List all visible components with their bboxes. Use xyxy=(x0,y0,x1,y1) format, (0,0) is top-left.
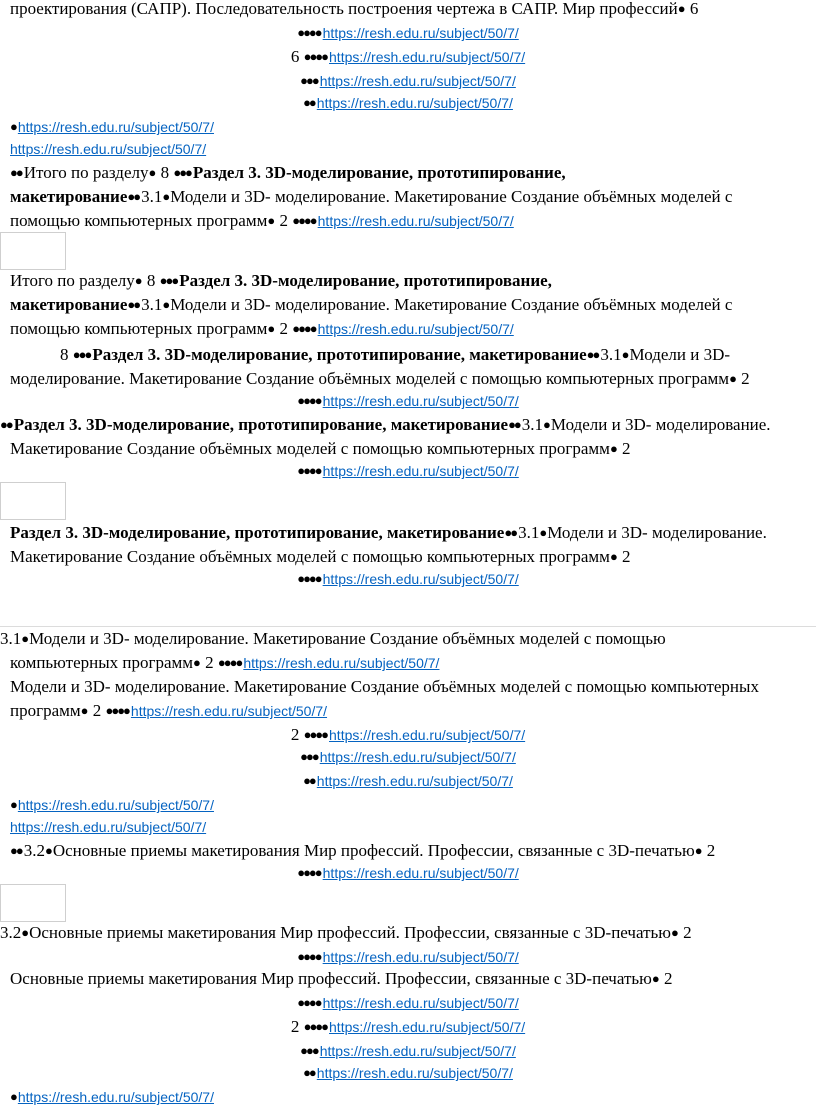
doc-text: Итого по разделу xyxy=(10,271,135,290)
resource-link[interactable]: https://resh.edu.ru/subject/50/7/ xyxy=(322,995,519,1011)
bullet-icon: ●●●● xyxy=(297,571,321,586)
bullet-icon: ●●● xyxy=(72,347,91,362)
bullet-icon: ●●●● xyxy=(217,655,242,670)
doc-line-9 xyxy=(10,186,732,208)
bullet-icon: ●● xyxy=(508,417,520,432)
resource-link[interactable]: https://resh.edu.ru/subject/50/7/ xyxy=(316,1065,513,1081)
doc-line-38 xyxy=(0,1016,816,1038)
bullet-icon: ● xyxy=(162,297,169,312)
empty-cell xyxy=(0,232,66,270)
doc-text: Макетирование Создание объёмных моделей с помощью компьютерных программ xyxy=(10,547,610,566)
doc-text: Модели и 3D- моделирование. xyxy=(547,523,767,542)
hours-value: 2 xyxy=(706,841,716,860)
bullet-icon: ●●● xyxy=(300,73,318,88)
doc-line-2 xyxy=(0,22,816,44)
hours-value: 2 xyxy=(663,969,673,988)
bullet-icon: ● xyxy=(10,1089,16,1104)
doc-text: Основные приемы макетирования Мир профессий. Профессии, связанные с 3D-печатью xyxy=(29,923,671,942)
divider xyxy=(0,626,816,627)
bullet-icon: ●● xyxy=(127,189,140,204)
doc-text: помощью компьютерных программ xyxy=(10,211,268,230)
hours-value: 2 xyxy=(279,211,288,230)
doc-line-21 xyxy=(10,546,631,568)
topic-number: 3.2 xyxy=(23,841,45,860)
bullet-icon: ● xyxy=(670,925,677,940)
bullet-icon: ●●●● xyxy=(297,949,321,964)
bullet-icon: ●●●● xyxy=(297,865,321,880)
topic-number: 3.1 xyxy=(600,345,622,364)
resource-link[interactable]: https://resh.edu.ru/subject/50/7/ xyxy=(329,49,526,65)
resource-link[interactable]: https://resh.edu.ru/subject/50/7/ xyxy=(316,95,513,111)
doc-line-4 xyxy=(0,70,816,92)
bullet-icon: ●● xyxy=(303,773,315,788)
bullet-icon: ● xyxy=(609,441,616,456)
bullet-icon: ● xyxy=(677,1,684,16)
empty-cell xyxy=(0,884,66,922)
doc-text: проектирования (САПР). Последовательность построения чертежа в САПР. Мир профессий xyxy=(10,0,678,18)
hours-value: 6 xyxy=(689,0,699,18)
hours-value: 2 xyxy=(290,725,300,744)
doc-line-34 xyxy=(0,922,692,944)
resource-link[interactable]: https://resh.edu.ru/subject/50/7/ xyxy=(322,463,519,479)
bullet-icon: ●●●● xyxy=(292,213,316,228)
bullet-icon: ●●● xyxy=(159,273,178,288)
doc-line-14 xyxy=(60,344,730,366)
doc-line-37 xyxy=(0,992,816,1014)
resource-link[interactable]: https://resh.edu.ru/subject/50/7/ xyxy=(329,727,526,743)
doc-line-17 xyxy=(0,414,771,436)
resource-link[interactable]: https://resh.edu.ru/subject/50/7/ xyxy=(10,819,207,835)
bullet-icon: ●●●● xyxy=(297,25,321,40)
bullet-icon: ● xyxy=(609,549,616,564)
doc-line-30 xyxy=(10,794,214,816)
doc-text: Основные приемы макетирования Мир профессий. Профессии, связанные с 3D-печатью xyxy=(52,841,695,860)
bullet-icon: ● xyxy=(134,273,141,288)
topic-number: 3.2 xyxy=(0,923,22,942)
bullet-icon: ●●●● xyxy=(292,321,316,336)
doc-line-40 xyxy=(0,1062,816,1084)
doc-text: Основные приемы макетирования Мир профессий. Профессии, связанные с 3D-печатью xyxy=(10,969,652,988)
doc-line-7 xyxy=(10,138,206,160)
bullet-icon: ● xyxy=(21,631,28,646)
section-title: Раздел 3. 3D-моделирование, прототипирование, xyxy=(179,271,552,290)
doc-line-35 xyxy=(0,946,816,968)
bullet-icon: ● xyxy=(162,189,169,204)
doc-line-3 xyxy=(0,46,816,68)
resource-link[interactable]: https://resh.edu.ru/subject/50/7/ xyxy=(322,393,519,409)
bullet-icon: ● xyxy=(193,655,199,670)
bullet-icon: ● xyxy=(651,971,658,986)
bullet-icon: ●●●● xyxy=(297,393,321,408)
resource-link[interactable]: https://resh.edu.ru/subject/50/7/ xyxy=(322,571,519,587)
doc-line-27 xyxy=(0,724,816,746)
section-title: Раздел 3. 3D-моделирование, прототипирование, xyxy=(192,163,566,182)
resource-link[interactable]: https://resh.edu.ru/subject/50/7/ xyxy=(10,141,207,157)
resource-link[interactable]: https://resh.edu.ru/subject/50/7/ xyxy=(130,703,328,719)
bullet-icon: ● xyxy=(10,797,16,812)
doc-line-5 xyxy=(0,92,816,114)
resource-link[interactable]: https://resh.edu.ru/subject/50/7/ xyxy=(319,73,516,89)
topic-number: 3.1 xyxy=(518,523,540,542)
bullet-icon: ● xyxy=(267,321,274,336)
doc-line-15 xyxy=(10,368,750,390)
doc-line-10 xyxy=(10,210,514,232)
bullet-icon: ● xyxy=(21,925,28,940)
resource-link[interactable]: https://resh.edu.ru/subject/50/7/ xyxy=(317,321,514,337)
doc-text: Макетирование Создание объёмных моделей с помощью компьютерных программ xyxy=(10,439,610,458)
bullet-icon: ● xyxy=(10,119,16,134)
bullet-icon: ● xyxy=(44,843,51,858)
doc-line-24 xyxy=(10,652,439,674)
doc-text: Модели и 3D- моделирование. Макетирование Создание объёмных моделей с xyxy=(170,187,733,206)
hours-value: 8 xyxy=(160,163,170,182)
doc-text: компьютерных программ xyxy=(10,653,194,672)
bullet-icon: ●● xyxy=(127,297,140,312)
doc-text: Модели и 3D- моделирование. Макетирование Создание объёмных моделей с помощью xyxy=(29,629,666,648)
doc-line-29 xyxy=(0,770,816,792)
doc-line-26 xyxy=(10,700,327,722)
resource-link[interactable]: https://resh.edu.ru/subject/50/7/ xyxy=(17,119,214,135)
doc-text: Итого по разделу xyxy=(23,163,149,182)
topic-number: 3.1 xyxy=(0,629,22,648)
bullet-icon: ●● xyxy=(586,347,599,362)
bullet-icon: ●●●● xyxy=(105,703,129,718)
bullet-icon: ●●●● xyxy=(297,463,321,478)
bullet-icon: ● xyxy=(729,371,735,386)
section-title: макетирование xyxy=(10,295,128,314)
doc-line-33 xyxy=(0,862,816,884)
doc-text: моделирование. Макетирование Создание объёмных моделей с помощью компьютерных программ xyxy=(10,369,730,388)
bullet-icon: ●● xyxy=(303,95,315,110)
hours-value: 2 xyxy=(205,653,214,672)
topic-number: 3.1 xyxy=(521,415,544,434)
resource-link[interactable]: https://resh.edu.ru/subject/50/7/ xyxy=(322,865,519,881)
bullet-icon: ●●●● xyxy=(303,727,328,742)
resource-link[interactable]: https://resh.edu.ru/subject/50/7/ xyxy=(316,773,513,789)
resource-link[interactable]: https://resh.edu.ru/subject/50/7/ xyxy=(319,1043,516,1059)
hours-value: 8 xyxy=(60,345,69,364)
hours-value: 2 xyxy=(92,701,102,720)
bullet-icon: ●●●● xyxy=(303,1019,328,1034)
topic-number: 3.1 xyxy=(141,295,163,314)
bullet-icon: ●●● xyxy=(300,1043,318,1058)
resource-link[interactable]: https://resh.edu.ru/subject/50/7/ xyxy=(17,1089,214,1105)
hours-value: 2 xyxy=(683,923,692,942)
bullet-icon: ●●● xyxy=(173,165,191,180)
doc-text: программ xyxy=(10,701,81,720)
bullet-icon: ●● xyxy=(504,525,517,540)
bullet-icon: ●●● xyxy=(300,749,318,764)
bullet-icon: ● xyxy=(543,417,549,432)
bullet-icon: ● xyxy=(621,347,628,362)
doc-line-31 xyxy=(10,816,206,838)
resource-link[interactable]: https://resh.edu.ru/subject/50/7/ xyxy=(329,1019,526,1035)
hours-value: 2 xyxy=(741,369,750,388)
bullet-icon: ● xyxy=(539,525,546,540)
doc-line-41 xyxy=(10,1086,214,1108)
bullet-icon: ●●●● xyxy=(303,49,328,64)
topic-number: 3.1 xyxy=(141,187,163,206)
bullet-icon: ●● xyxy=(0,417,12,432)
bullet-icon: ● xyxy=(694,843,701,858)
doc-line-18 xyxy=(10,438,631,460)
doc-line-1 xyxy=(10,0,698,20)
hours-value: 2 xyxy=(279,319,288,338)
bullet-icon: ● xyxy=(148,165,155,180)
doc-text: помощью компьютерных программ xyxy=(10,319,268,338)
hours-value: 2 xyxy=(622,439,631,458)
bullet-icon: ●● xyxy=(303,1065,315,1080)
doc-line-11 xyxy=(10,270,552,292)
hours-value: 6 xyxy=(290,47,300,66)
section-title: Раздел 3. 3D-моделирование, прототипирование, макетирование xyxy=(92,345,587,364)
resource-link[interactable]: https://resh.edu.ru/subject/50/7/ xyxy=(319,749,516,765)
doc-line-32 xyxy=(10,840,715,862)
section-title: Раздел 3. 3D-моделирование, прототипирование, макетирование xyxy=(13,415,509,434)
bullet-icon: ●● xyxy=(10,165,22,180)
resource-link[interactable]: https://resh.edu.ru/subject/50/7/ xyxy=(17,797,214,813)
hours-value: 2 xyxy=(290,1017,300,1036)
doc-line-8 xyxy=(10,162,566,184)
doc-text: Модели и 3D- xyxy=(629,345,731,364)
doc-line-36 xyxy=(10,968,672,990)
resource-link[interactable]: https://resh.edu.ru/subject/50/7/ xyxy=(243,655,440,671)
doc-text: Модели и 3D- моделирование. Макетирование Создание объёмных моделей с xyxy=(170,295,733,314)
doc-line-28 xyxy=(0,746,816,768)
section-title: Раздел 3. 3D-моделирование, прототипирование, макетирование xyxy=(10,523,505,542)
doc-line-13 xyxy=(10,318,514,340)
doc-line-23 xyxy=(0,628,666,650)
doc-line-16 xyxy=(0,390,816,412)
doc-line-39 xyxy=(0,1040,816,1062)
empty-cell xyxy=(0,482,66,520)
doc-text: Модели и 3D- моделирование. Макетирование Создание объёмных моделей с помощью компьютерных xyxy=(10,677,759,696)
doc-text: Модели и 3D- моделирование. xyxy=(550,415,771,434)
resource-link[interactable]: https://resh.edu.ru/subject/50/7/ xyxy=(317,213,514,229)
bullet-icon: ●●●● xyxy=(297,995,321,1010)
bullet-icon: ●● xyxy=(10,843,22,858)
doc-line-20 xyxy=(10,522,767,544)
doc-line-25 xyxy=(10,676,759,698)
bullet-icon: ● xyxy=(80,703,87,718)
doc-line-22 xyxy=(0,568,816,590)
resource-link[interactable]: https://resh.edu.ru/subject/50/7/ xyxy=(322,25,519,41)
hours-value: 8 xyxy=(146,271,156,290)
doc-line-19 xyxy=(0,460,816,482)
bullet-icon: ● xyxy=(267,213,274,228)
doc-line-6 xyxy=(10,116,214,138)
section-title: макетирование xyxy=(10,187,128,206)
resource-link[interactable]: https://resh.edu.ru/subject/50/7/ xyxy=(322,949,519,965)
hours-value: 2 xyxy=(622,547,631,566)
doc-line-12 xyxy=(10,294,732,316)
